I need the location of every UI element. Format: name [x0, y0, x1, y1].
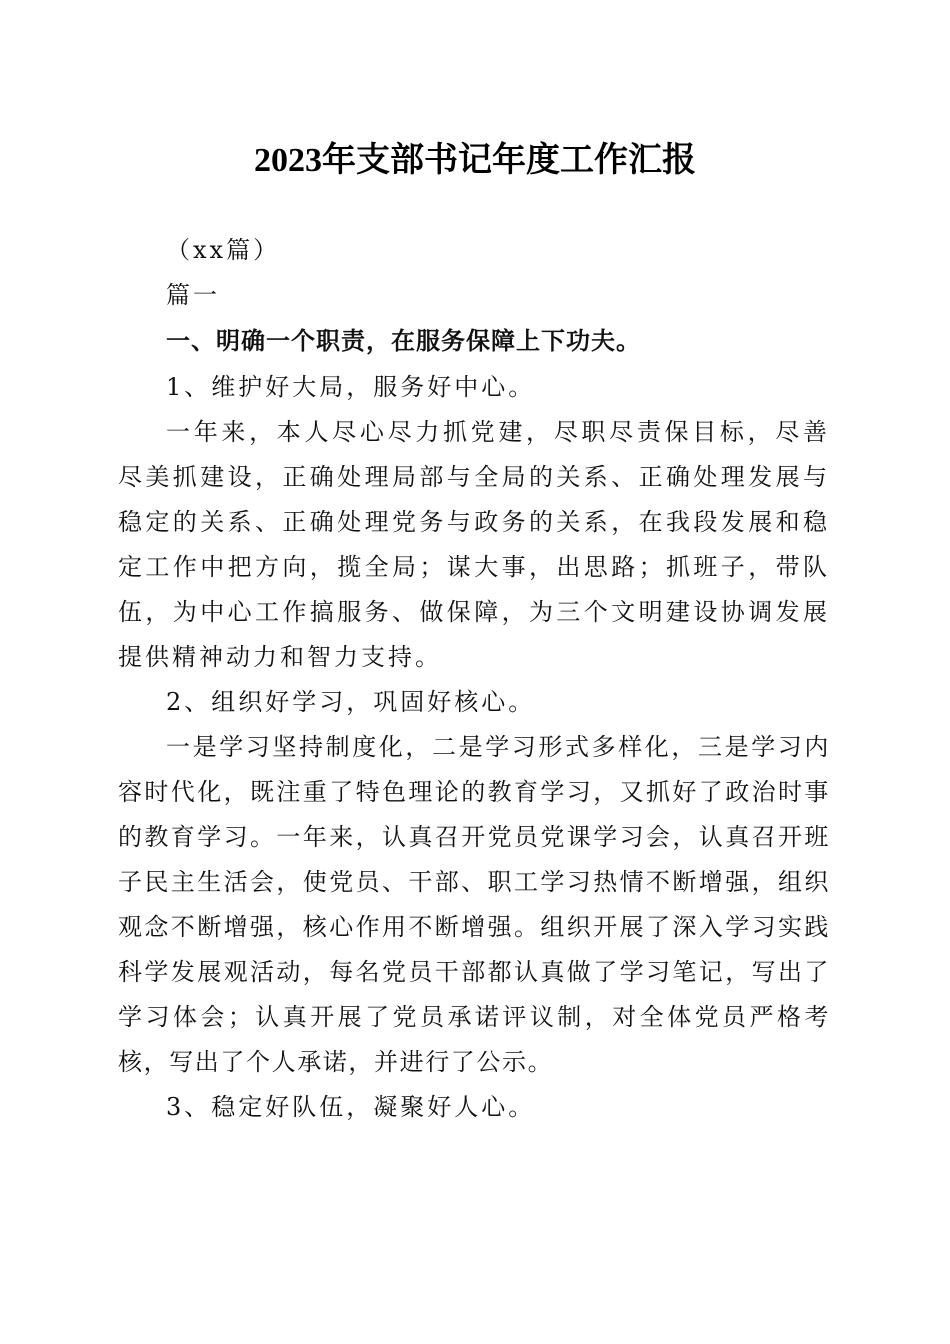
list-item-1: 1、维护好大局，服务好中心。 — [166, 373, 536, 401]
document-subtitle: （xx篇） — [166, 236, 281, 264]
list-item-3: 3、稳定好队伍，凝聚好人心。 — [166, 1093, 536, 1121]
document-title: 2023年支部书记年度工作汇报 — [254, 142, 696, 179]
section-label: 篇一 — [166, 281, 220, 309]
list-item-2: 2、组织好学习，巩固好核心。 — [166, 688, 536, 716]
section-heading: 一、明确一个职责，在服务保障上下功夫。 — [166, 327, 641, 355]
paragraph-2: 一是学习坚持制度化，二是学习形式多样化，三是学习内容时代化，既注重了特色理论的教育学习，又抓好了政治时事的教育学习。一年来，认真召开党员党课学习会，认真召开班子民主生活会，使党员、干部、职工学习热情不断增强，组织观念不断增强，核心作用不断增强。组织开展了深入学习实践科学发展观活动，每名党员干部都认真做了学习笔记，写出了学习体会；认真开展了党员承诺评议制，对全体党员严格考核，写出了个人承诺，并进行了公示。 — [118, 733, 830, 1076]
document-body — [118, 228, 830, 1130]
paragraph-1: 一年来，本人尽心尽力抓党建，尽职尽责保目标，尽善尽美抓建设，正确处理局部与全局的关系、正确处理发展与稳定的关系、正确处理党务与政务的关系，在我段发展和稳定工作中把方向，揽全局；谋大事，出思路；抓班子，带队伍，为中心工作搞服务、做保障，为三个文明建设协调发展提供精神动力和智力支持。 — [118, 418, 830, 671]
